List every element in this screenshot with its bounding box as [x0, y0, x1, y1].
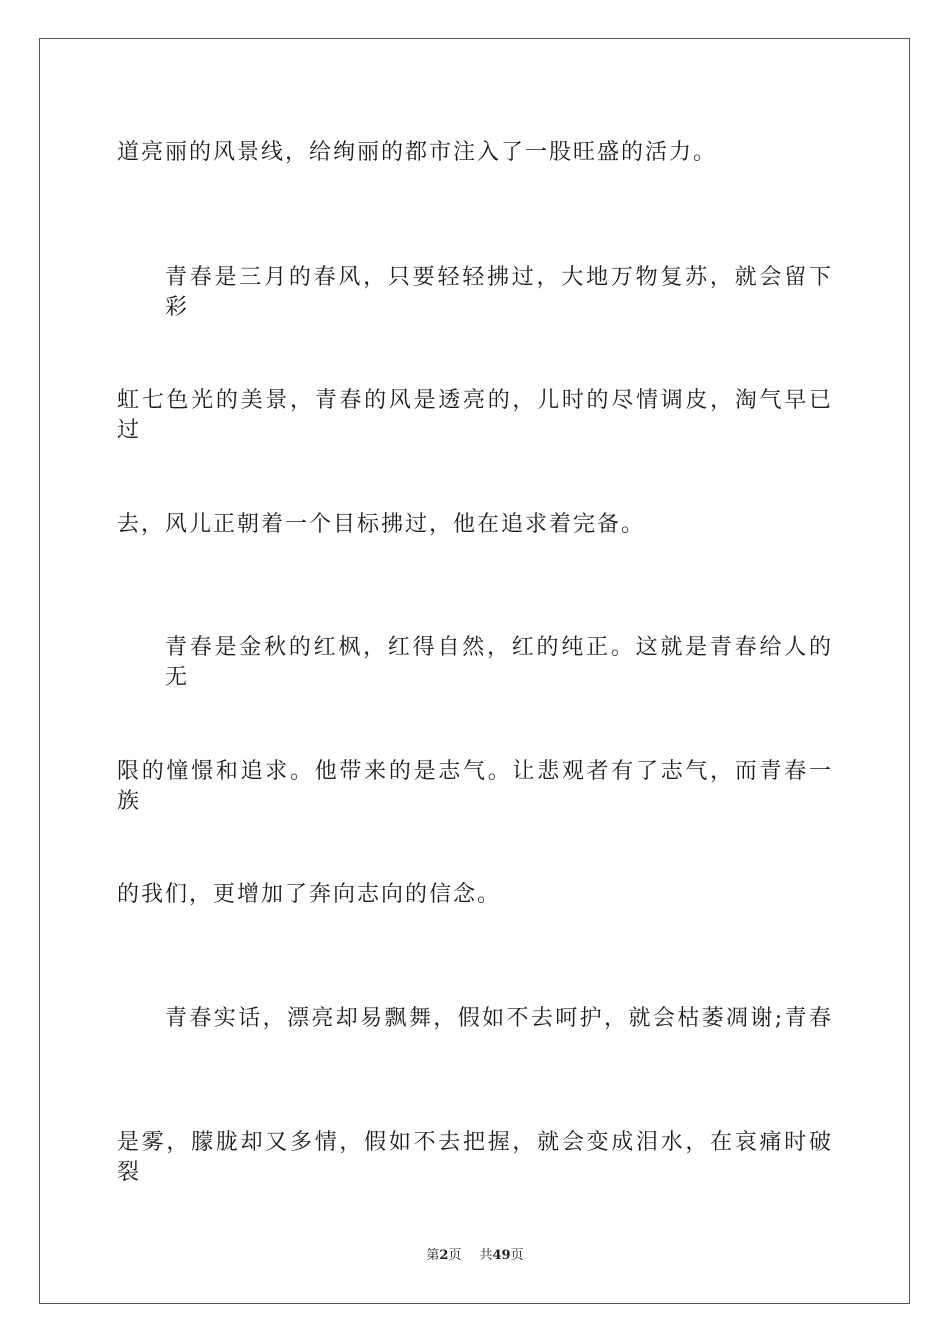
- text-line-5: 青春是金秋的红枫，红得自然，红的纯正。这就是青春给人的无: [165, 635, 833, 690]
- page-number: 2: [439, 1248, 449, 1263]
- text-line-7: 的我们，更增加了奔向志向的信念。: [117, 882, 502, 907]
- text-line-2: 青春是三月的春风，只要轻轻拂过，大地万物复苏，就会留下彩: [165, 265, 833, 320]
- text-line-1: 道亮丽的风景线，给绚丽的都市注入了一股旺盛的活力。: [117, 140, 718, 165]
- total-prefix: 共: [479, 1248, 493, 1263]
- total-suffix: 页: [510, 1248, 524, 1263]
- text-line-3: 虹七色光的美景，青春的风是透亮的，儿时的尽情调皮，淘气早已过: [117, 388, 833, 443]
- text-line-4: 去，风儿正朝着一个目标拂过，他在追求着完备。: [117, 512, 646, 537]
- text-line-6: 限的憧憬和追求。他带来的是志气。让悲观者有了志气，而青春一族: [117, 759, 833, 814]
- page-footer: [0, 1247, 950, 1265]
- text-line-9: 是雾，朦胧却又多情，假如不去把握，就会变成泪水，在哀痛时破裂: [117, 1130, 833, 1185]
- page-suffix: 页: [448, 1248, 462, 1263]
- text-line-8: 青春实话，漂亮却易飘舞，假如不去呵护，就会枯萎凋谢;青春: [165, 1006, 833, 1031]
- page-prefix: 第: [426, 1248, 440, 1263]
- total-pages: 49: [492, 1248, 511, 1263]
